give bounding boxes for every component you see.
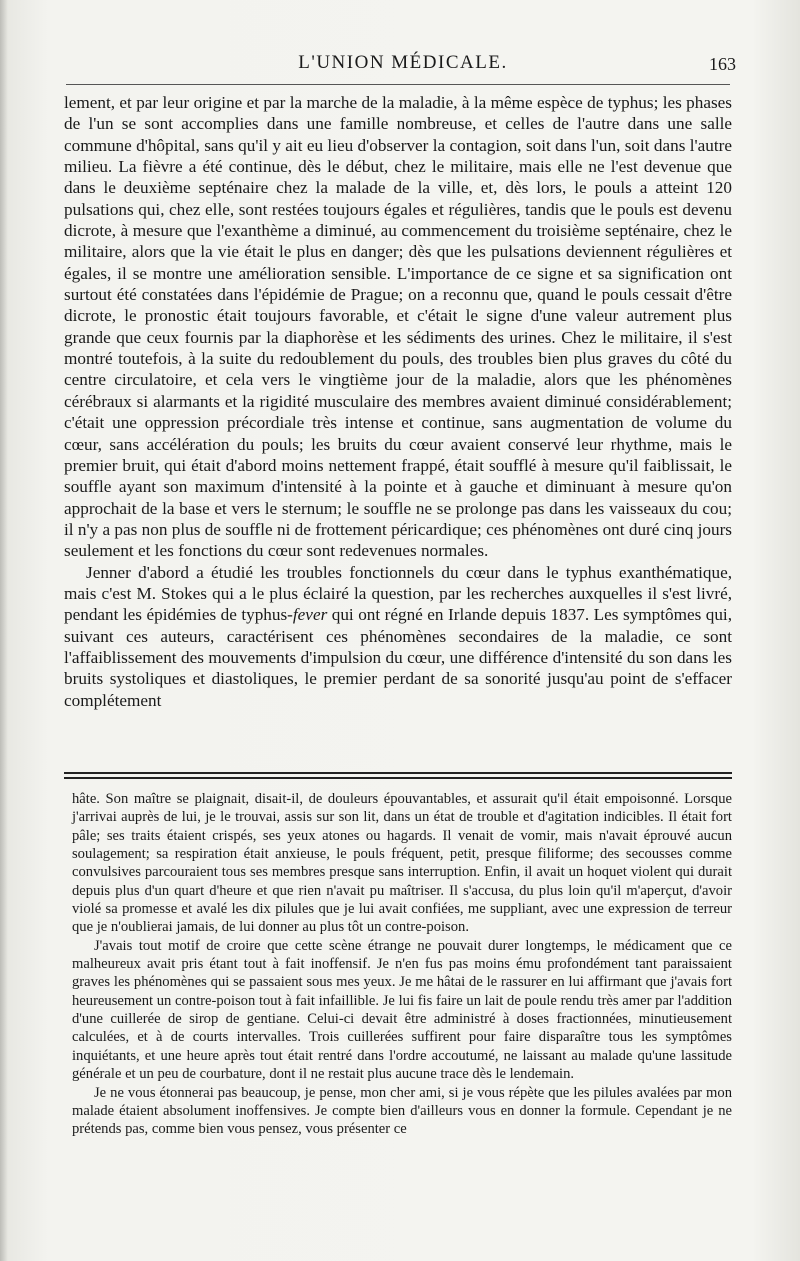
- running-header: [66, 50, 740, 78]
- note-paragraph-1: hâte. Son maître se plaignait, disait-il, de douleurs épouvantables, et assurait qu'il était empoisonné. Lorsque j'arrivai auprès de lui, je le trouvai, assis sur son lit, dans un état de trouble et d'agitation indicibles. Il était fort pâle; ses traits étaient crispés, ses yeux atones ou hagards. Il venait de vomir, mais n'avait éprouvé aucun soulagement; sa respiration était anxieuse, le pouls fréquent, petit, presque filiforme; des secousses comme convulsives parcouraient tous ses membres presque sans interruption. Enfin, il avait un hoquet violent qui durait depuis plus d'un quart d'heure et que rien n'avait pu maîtriser. Il s'accusa, du plus loin qu'il m'aperçut, d'avoir violé sa promesse et avalé les dix pilules que je lui avait confiées, me suppliant, avec une expression de terreur que je n'oublierai jamais, de lui donner au plus tôt un contre-poison.: [72, 791, 732, 936]
- journal-title: L'UNION MÉDICALE.: [298, 52, 508, 73]
- footnote-text: [72, 790, 732, 1139]
- main-paragraph-1: lement, et par leur origine et par la marche de la maladie, à la même espèce de typhus; les phases de l'un se sont accomplies dans une famille nombreuse, et celles de l'autre dans une salle commune d'hôpital, sans qu'il y ait eu lieu d'observer la contagion, soit dans l'un, soit dans l'autre milieu. La fièvre a été continue, dès le début, chez le militaire, mais elle ne l'est devenue que dans le deuxième septénaire chez la malade de la ville, et, dès lors, le pouls a atteint 120 pulsations qui, chez elle, sont restées toujours égales et régulières, tandis que le pouls est devenu dicrote, à mesure que l'exanthème a diminué, au commencement du troisième septénaire, chez le militaire, alors que la vie était le plus en danger; dès que les pulsations deviennent régulières et égales, il se montre une amélioration sensible. L'importance de ce signe et sa signification ont surtout été constatées dans l'épidémie de Prague; on a reconnu que, quand le pouls cessait d'être dicrote, le pronostic était toujours favorable, et c'était le signe d'une valeur autrement plus grande que ceux fournis par la diaphorèse et les sédiments des urines. Chez le militaire, il s'est montré toutefois, à la suite du redoublement du pouls, des troubles bien plus graves du côté du centre circulatoire, et cela vers le vingtième jour de la maladie, alors que les phénomènes cérébraux si alarmants et la rigidité musculaire des membres avaient diminué considérablement; c'était une oppression précordiale très intense et continue, sans augmentation de volume du cœur, sans accélération du pouls; les bruits du cœur avaient conservé leur rhythme, mais le premier bruit, qui était d'abord moins nettement frappé, était soufflé à mesure qu'il faiblissait, le souffle ayant son maximum d'intensité à la pointe et à gauche et diminuant à mesure qu'on approchait de la base et vers le sternum; le souffle ne se prolonge pas dans les vaisseaux du cou; il n'y a pas non plus de souffle ni de frottement péricardique; ces phénomènes ont duré cinq jours seulement et les fonctions du cœur sont redevenues normales.: [64, 93, 732, 561]
- binding-shadow: [0, 0, 8, 1261]
- page-number: 163: [709, 54, 736, 74]
- main-paragraph-2-part-b: qui ont régné en Irlande depuis 1837. Les symptômes qui, suivant ces auteurs, caractérisent ces phénomènes secondaires de la maladie, ce sont l'affaiblissement des mouvements d'impulsion du cœur, une différence d'intensité du son dans les bruits systoliques et diastoliques, le premier perdant de sa sonorité jusqu'au point de s'effacer complétement: [64, 605, 733, 710]
- footnote-separator: [64, 772, 732, 779]
- main-paragraph-2: [64, 562, 732, 711]
- main-text: [64, 92, 732, 711]
- header-rule: [66, 84, 730, 85]
- main-paragraph-2-part-a: Jenner d'abord a étudié les troubles fonctionnels du cœur dans le typhus exanthématique, mais c'est M. Stokes qui a le plus éclairé la question, par les recherches auxquelles il s'est livré, pendant les épidémies de typhus-: [64, 562, 732, 625]
- note-paragraph-2: J'avais tout motif de croire que cette scène étrange ne pouvait durer longtemps, le médicament que ce malheureux avait pris étant tout à fait inoffensif. Je n'en fus pas moins ému profondément tant paraissaient graves les phénomènes qui se passaient sous mes yeux. Je me hâtai de le rassurer en lui affirmant que j'avais fort heureusement un contre-poison tout à fait infaillible. Je lui fis faire un lait de poule rendu très amer par l'addition d'une cuillerée de sirop de gentiane. Celui-ci devait être administré à doses fractionnées, minutieusement calculées, et à de courts intervalles. Trois cuillerées suffirent pour faire disparaître tous les symptômes inquiétants, et une heure après tout était rentré dans l'ordre accoutumé, ne laissant au malade qu'une lassitude générale et un peu de courbature, dont il ne restait plus aucune trace dès le lendemain.: [72, 937, 732, 1083]
- italic-word: fever: [292, 605, 328, 625]
- note-paragraph-3: Je ne vous étonnerai pas beaucoup, je pense, mon cher ami, si je vous répète que les pilules avalées par mon malade étaient absolument inoffensives. Je compte bien d'ailleurs vous en donner la formule. Cependant je ne prétends pas, comme bien vous pensez, vous présenter ce: [72, 1084, 732, 1138]
